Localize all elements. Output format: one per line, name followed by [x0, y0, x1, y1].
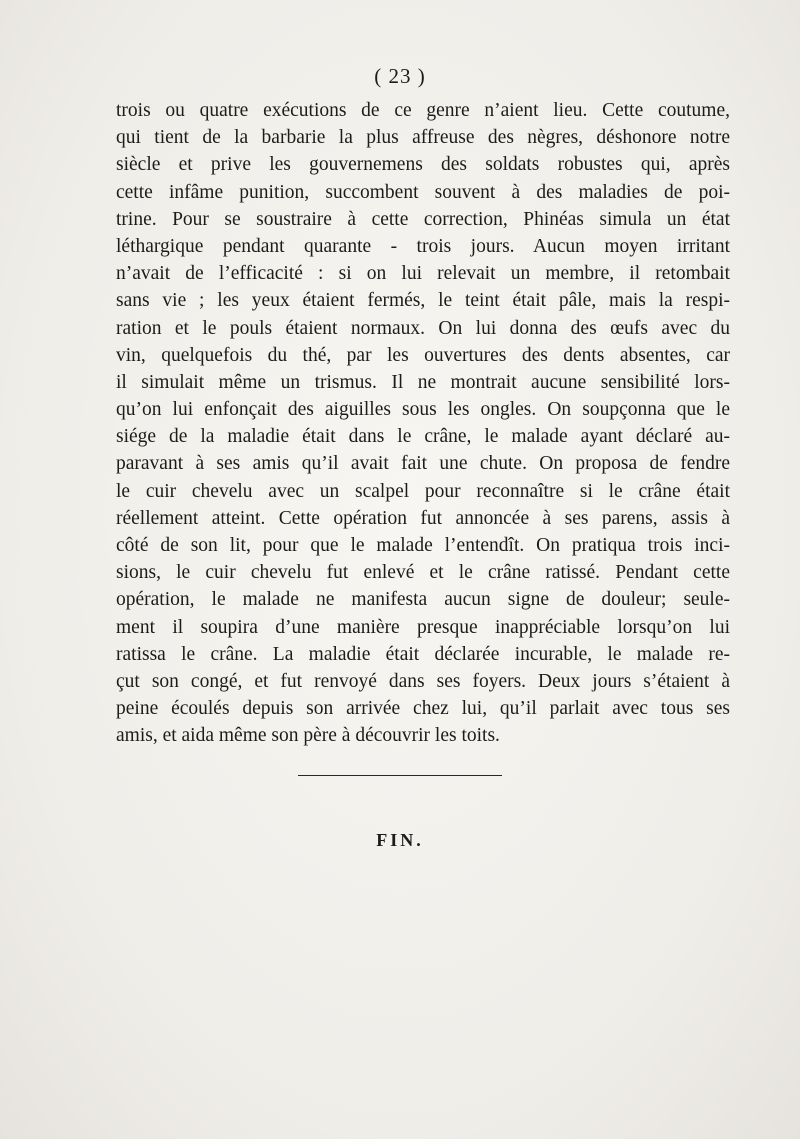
text-line: cette infâme punition, succombent souvent à des maladies de poi-: [116, 181, 730, 203]
text-line: léthargique pendant quarante - trois jours. Aucun moyen irritant: [116, 235, 730, 257]
text-line: peine écoulés depuis son arrivée chez lui, qu’il parlait avec tous ses: [116, 698, 730, 720]
text-line: siége de la maladie était dans le crâne, le malade ayant déclaré au-: [116, 426, 730, 448]
text-line: n’avait de l’efficacité : si on lui relevait un membre, il retombait: [116, 263, 730, 285]
section-rule: [298, 775, 502, 776]
text-line: qui tient de la barbarie la plus affreuse des nègres, déshonore notre: [116, 127, 730, 149]
end-mark: FIN.: [376, 830, 424, 850]
text-line: qu’on lui enfonçait des aiguilles sous les ongles. On soupçonna que le: [116, 399, 730, 421]
text-line: trois ou quatre exécutions de ce genre n’aient lieu. Cette coutume,: [116, 100, 730, 121]
text-line: réellement atteint. Cette opération fut annoncée à ses parens, assis à: [116, 507, 730, 529]
text-line: sions, le cuir chevelu fut enlevé et le crâne ratissé. Pendant cette: [116, 562, 730, 584]
text-line: ratissa le crâne. La maladie était déclarée incurable, le malade re-: [116, 643, 730, 665]
text-line: ment il soupira d’une manière presque inappréciable lorsqu’on lui: [116, 616, 730, 638]
text-line: le cuir chevelu avec un scalpel pour reconnaître si le crâne était: [116, 480, 730, 502]
text-line: vin, quelquefois du thé, par les ouvertures des dents absentes, car: [116, 344, 730, 366]
text-line-last: amis, et aida même son père à découvrir les toits.: [116, 725, 500, 747]
body-text: [116, 97, 730, 750]
text-line: paravant à ses amis qu’il avait fait une chute. On proposa de fendre: [116, 453, 730, 475]
text-line: opération, le malade ne manifesta aucun signe de douleur; seule-: [116, 589, 730, 611]
text-line: côté de son lit, pour que le malade l’entendît. On pratiqua trois inci-: [116, 535, 730, 556]
text-line: trine. Pour se soustraire à cette correction, Phinéas simula un état: [116, 208, 730, 230]
text-line: çut son congé, et fut renvoyé dans ses foyers. Deux jours s’étaient à: [116, 670, 730, 692]
text-line: sans vie ; les yeux étaient fermés, le teint était pâle, mais la respi-: [116, 290, 730, 312]
text-line: siècle et prive les gouvernemens des soldats robustes qui, après: [116, 154, 730, 176]
text-line: ration et le pouls étaient normaux. On lui donna des œufs avec du: [116, 317, 730, 339]
page-number: ( 23 ): [374, 64, 426, 88]
text-line: il simulait même un trismus. Il ne montrait aucune sensibilité lors-: [116, 371, 730, 393]
